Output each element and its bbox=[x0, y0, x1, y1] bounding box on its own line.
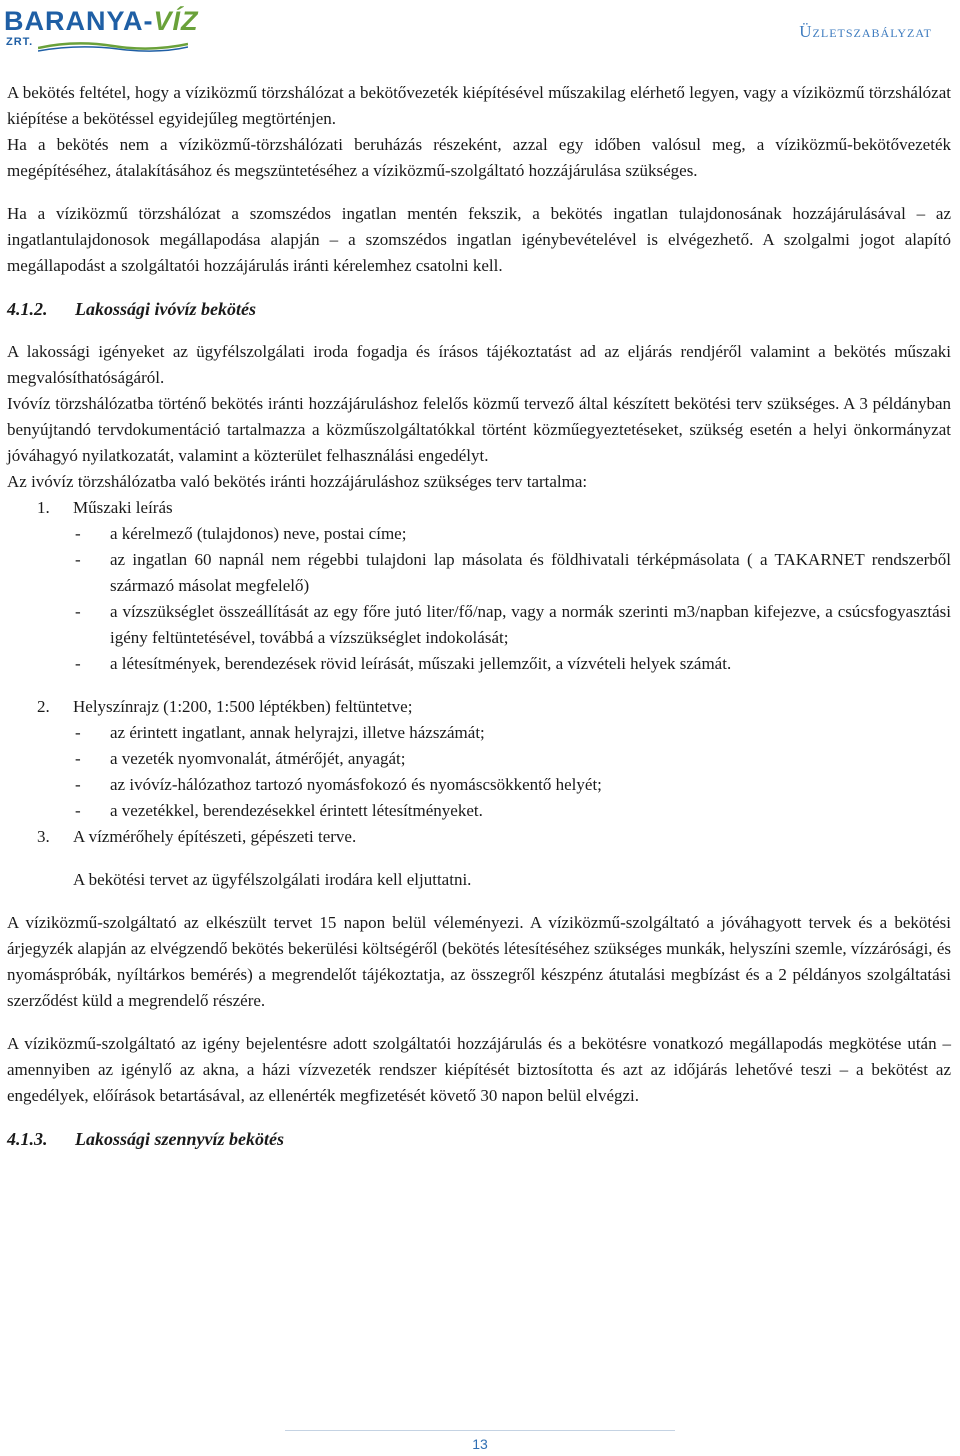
sub-list-item: - a vezeték nyomvonalát, átmérőjét, anyagát; bbox=[75, 749, 406, 768]
page-header bbox=[0, 0, 960, 56]
document-body bbox=[7, 80, 951, 1152]
sub-list-item: - az érintett ingatlant, annak helyrajzi, illetve házszámát; bbox=[75, 723, 485, 742]
sub-list-item: - a vízszükséglet összeállítását az egy főre jutó liter/fő/nap, vagy a normák szerinti m3/napban kifejezve, a csúcsfogyasztási igény feltüntetésével, továbbá a vízszükséglet indokolását; bbox=[75, 602, 951, 647]
paragraph-plan-review: A víziközmű-szolgáltató az elkészült tervet 15 napon belül véleményezi. A víziközmű-szolgáltató a jóváhagyott tervek és a bekötési árjegyzék alapján az elvégzendő bekötés bekerülési költségéről (bekötés létesítéséhez szükséges munkák, helyszíni szemle, vízzárósági, és nyomáspróbák, nyíltárkos bemérés) a megrendelőt tájékoztatja, az összegről készpénz átutalási megbízást és a 2 példányos szolgáltatási szerződést küld a megrendelő részére. bbox=[7, 913, 951, 1010]
paragraph-consent-required: Ha a bekötés nem a víziközmű-törzshálózati beruházás részeként, azzal egy időben valósul meg, a víziközmű-bekötővezeték megépítéséhez, átalakításához és megszüntetéséhez a víziközmű-szolgáltató hozzájárulása szükséges. bbox=[7, 135, 951, 180]
paragraph-connection-execution: A víziközmű-szolgáltató az igény bejelentésre adott szolgáltatói hozzájárulás és a bekötésre vonatkozó megállapodás megkötése után – amennyiben az igénylő az akna, a házi vízvezeték rendszer kiépítését biztosította és azt az időjárás lehetővé teszi – a bekötést az engedélyek, előírások betartásával, az ellenérték megfizetését követő 30 napon belül elvégzi. bbox=[7, 1034, 951, 1105]
running-title: Üzletszabályzat bbox=[799, 22, 932, 41]
footer-divider bbox=[285, 1430, 675, 1431]
sub-list-item: - az ivóvíz-hálózathoz tartozó nyomásfokozó és nyomáscsökkentő helyét; bbox=[75, 775, 602, 794]
sub-list-item: - az ingatlan 60 napnál nem régebbi tulajdoni lap másolata és földhivatali térképmásolata ( a TAKARNET rendszerből származó másolat megfelelő) bbox=[75, 550, 951, 595]
company-logo bbox=[4, 6, 204, 50]
page-number: 13 bbox=[472, 1436, 488, 1452]
list-item: 2. Helyszínrajz (1:200, 1:500 léptékben) feltüntetve; bbox=[37, 697, 413, 716]
paragraph-connection-plan: Ivóvíz törzshálózatba történő bekötés iránti hozzájáruláshoz felelős közmű tervező által készített bekötési terv szükséges. A 3 példányban benyújtandó tervdokumentáció tartalmazza a közműszolgáltatókkal történt közműegyeztetéseket, szükség esetén a helyi önkormányzat jóváhagyó nyilatkozatát, valamint a közterület felhasználási engedélyt. bbox=[7, 394, 951, 465]
list-item: 3. A vízmérőhely építészeti, gépészeti terve. bbox=[37, 827, 357, 846]
logo-wordmark: BARANYA-VÍZ bbox=[4, 6, 199, 36]
paragraph-neighbour-property: Ha a víziközmű törzshálózat a szomszédos ingatlan mentén fekszik, a bekötés ingatlan tulajdonosának hozzájárulásával – az ingatlantulajdonosok megállapodása alapján – a szomszédos ingatlan igénybevételével is elvégezhető. A szolgalmi jogot alapító megállapodást a szolgáltatói hozzájárulás iránti kérelemhez csatolni kell. bbox=[7, 204, 951, 275]
sub-list-item: - a kérelmező (tulajdonos) neve, postai címe; bbox=[75, 524, 407, 543]
paragraph-submit-plan: A bekötési tervet az ügyfélszolgálati irodára kell eljuttatni. bbox=[73, 870, 472, 889]
section-heading-sewage: 4.1.3. Lakossági szennyvíz bekötés bbox=[7, 1129, 284, 1149]
section-heading-drinking-water: 4.1.2. Lakossági ivóvíz bekötés bbox=[7, 299, 256, 319]
paragraph-plan-contents-intro: Az ivóvíz törzshálózatba való bekötés iránti hozzájáruláshoz szükséges terv tartalma: bbox=[7, 472, 588, 491]
paragraph-connection-condition: A bekötés feltétel, hogy a víziközmű törzshálózat a bekötővezeték kiépítésével műszakilag elérhető legyen, vagy a víziközmű törzshálózat kiépítése a bekötéssel egyidejűleg megtörténjen. bbox=[7, 83, 951, 128]
sub-list-item: - a létesítmények, berendezések rövid leírását, műszaki jellemzőit, a vízvételi helyek számát. bbox=[75, 654, 732, 673]
sub-list-item: - a vezetékkel, berendezésekkel érintett létesítményeket. bbox=[75, 801, 483, 820]
logo-subtitle: ZRT. bbox=[6, 36, 34, 48]
paragraph-customer-requests: A lakossági igényeket az ügyfélszolgálati iroda fogadja és írásos tájékoztatást ad az eljárás rendjéről valamint a bekötés műszaki megvalósíthatóságáról. bbox=[7, 342, 951, 387]
page-footer bbox=[0, 1420, 960, 1456]
logo-wave-icon bbox=[38, 40, 188, 52]
list-item: 1. Műszaki leírás bbox=[37, 498, 173, 517]
